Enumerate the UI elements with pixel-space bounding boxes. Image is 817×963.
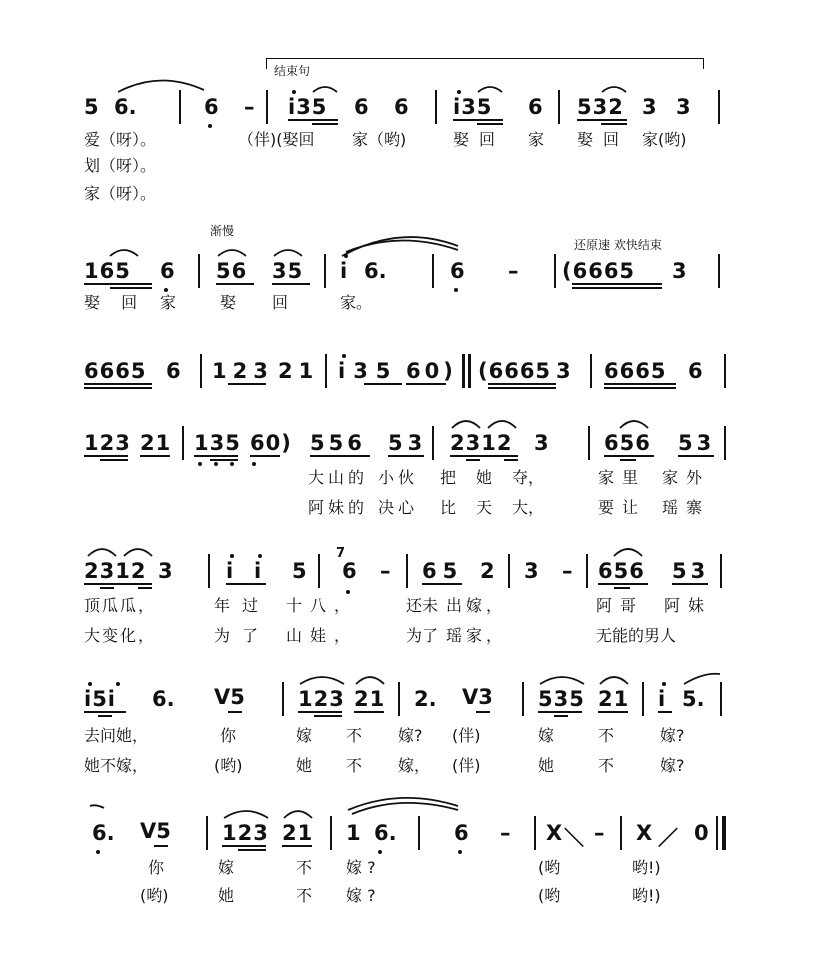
row1-note: 532 xyxy=(577,95,624,119)
tie-arc xyxy=(452,421,480,428)
tie-arc xyxy=(346,240,458,252)
row5-note: – xyxy=(380,559,391,583)
low-octave-dot xyxy=(230,462,234,466)
row7-note: X xyxy=(546,821,563,845)
gradually-slow-label: 渐慢 xyxy=(210,224,235,238)
low-octave-dot xyxy=(458,850,462,854)
grace-note: 7 xyxy=(336,546,346,561)
row6-lyric: 不 xyxy=(598,726,615,745)
row4-note: 123 xyxy=(84,431,131,455)
row4-note: 21 xyxy=(140,431,172,455)
tie-arc xyxy=(224,811,268,818)
row5-lyric-verse2: 山娃， xyxy=(286,626,359,645)
tie-arc xyxy=(478,87,502,92)
row6-lyric-verse2: 她不嫁， xyxy=(84,756,149,775)
tie-arc xyxy=(488,421,516,428)
row5-lyric: 年过 xyxy=(214,596,271,615)
row7-lyric: 不 xyxy=(296,858,313,877)
row1-note: 6. xyxy=(114,95,137,119)
row6-lyric: 嫁? xyxy=(660,726,685,745)
high-octave-dot xyxy=(342,354,346,358)
row5-note: 65 xyxy=(422,559,464,583)
row3-note: 3 xyxy=(556,359,571,383)
row7-note: 21 xyxy=(282,821,314,845)
row5-note: 2 xyxy=(480,559,495,583)
row1-note: 5 xyxy=(84,95,99,119)
row2-note: – xyxy=(508,259,519,283)
row6-lyric-verse2: 不 xyxy=(598,756,615,775)
row7-lyric-verse2: (哟 xyxy=(538,886,561,905)
resume-tempo-label: 还原速 欢快结束 xyxy=(574,238,662,252)
low-octave-dot xyxy=(164,288,168,292)
row1-lyric: （伴)(娶回 xyxy=(238,130,315,149)
row2-note: (6665 xyxy=(562,259,636,283)
row3-note: 123 xyxy=(212,359,274,383)
tie-arc xyxy=(540,677,584,684)
low-octave-dot xyxy=(252,462,256,466)
row6-note: 535 xyxy=(538,687,585,711)
row5-lyric-verse2: 大变化， xyxy=(84,626,157,645)
row2-note: 6 xyxy=(450,259,465,283)
row7-note: – xyxy=(594,821,605,845)
tie-arc xyxy=(356,677,384,684)
backslash-stroke: ＼ xyxy=(564,826,584,850)
row7-note: V5 xyxy=(140,819,171,843)
row4-lyric-verse2: 比 xyxy=(440,498,457,517)
row1-lyric: 娶回 xyxy=(453,130,506,149)
row1-note: 6 xyxy=(394,95,409,119)
row5-lyric: 阿哥 xyxy=(596,596,645,615)
low-octave-dot xyxy=(214,462,218,466)
row7-lyric-verse2: 哟!) xyxy=(632,886,661,905)
row5-note: 5 xyxy=(292,559,307,583)
row6-lyric-verse2: 嫁? xyxy=(660,756,685,775)
tie-arc xyxy=(352,803,458,814)
low-octave-dot xyxy=(208,124,212,128)
row1-note: 3 xyxy=(642,95,657,119)
row3-note: 60) xyxy=(406,359,457,383)
row3-note: 6665 xyxy=(604,359,667,383)
tie-arc xyxy=(348,798,458,810)
row7-lyric-verse2: 不 xyxy=(296,886,313,905)
row5-lyric-verse2: 无能的男人 xyxy=(596,626,677,645)
low-octave-dot xyxy=(378,850,382,854)
row7-lyric: 嫁 ? xyxy=(346,858,376,877)
row4-lyric: 把 xyxy=(440,468,457,487)
row5-note: i xyxy=(254,559,262,583)
row6-lyric: 不 xyxy=(346,726,363,745)
row1-note: 6 xyxy=(354,95,369,119)
row5-note: 2312 xyxy=(84,559,147,583)
row5-note: – xyxy=(562,559,573,583)
row5-note: 3 xyxy=(158,559,173,583)
row5-lyric-verse2: 为了 xyxy=(214,626,271,645)
row6-note: 5. xyxy=(682,687,705,711)
row6-note: 123 xyxy=(298,687,345,711)
row2-lyric: 回 xyxy=(272,293,289,312)
row4-lyric-verse2: 瑶寨 xyxy=(662,498,711,517)
row3-note: 6 xyxy=(688,359,703,383)
row2-note: 6. xyxy=(364,259,387,283)
row4-lyric: 小伙 xyxy=(378,468,419,487)
high-octave-dot xyxy=(258,554,262,558)
row4-note: 3 xyxy=(534,431,549,455)
row4-lyric: 家外 xyxy=(662,468,711,487)
row2-note: 165 xyxy=(84,259,131,283)
row5-lyric-verse2: 为了 xyxy=(406,626,439,645)
row4-lyric: 大山的 xyxy=(308,468,369,487)
row7-lyric-verse2: (哟) xyxy=(140,886,169,905)
row1-note: 3 xyxy=(676,95,691,119)
high-octave-dot xyxy=(662,682,666,686)
row4-note: 135 xyxy=(194,431,241,455)
row4-lyric-verse2: 天 xyxy=(476,498,493,517)
row5-lyric-verse2: 瑶家， xyxy=(446,626,507,645)
high-octave-dot xyxy=(457,90,461,94)
row2-lyric: 家。 xyxy=(340,293,373,312)
tie-arc xyxy=(600,677,628,684)
row6-note: i5i xyxy=(84,687,117,711)
row4-note: 556 xyxy=(310,431,366,455)
row1-lyric: 家（哟) xyxy=(352,130,407,149)
row2-note: 3 xyxy=(672,259,687,283)
row4-note: 53 xyxy=(678,431,716,455)
low-octave-dot xyxy=(96,850,100,854)
row6-lyric: 嫁 xyxy=(296,726,313,745)
high-octave-dot xyxy=(292,90,296,94)
row1-lyric: 家(哟) xyxy=(642,130,687,149)
row7-lyric: 嫁 xyxy=(218,858,235,877)
row7-note: X xyxy=(636,821,653,845)
row7-lyric: 你 xyxy=(148,858,165,877)
row5-lyric: 还未 xyxy=(406,596,439,615)
slash-stroke: ／ xyxy=(658,826,678,850)
row1-lyric: 爱（呀）。 xyxy=(84,130,157,149)
low-octave-dot xyxy=(454,288,458,292)
tie-arc xyxy=(118,80,204,92)
row2-note: 35 xyxy=(272,259,304,283)
row6-lyric: 你 xyxy=(220,726,237,745)
row1-note: i35 xyxy=(453,95,493,119)
tie-arc xyxy=(313,87,337,92)
row4-note: 60) xyxy=(250,431,292,455)
row7-note: 6. xyxy=(92,821,115,845)
row3-note: 6665 xyxy=(84,359,147,383)
row5-lyric: 阿妹 xyxy=(664,596,713,615)
tie-arc xyxy=(602,87,626,92)
row4-lyric-verse2: 要让 xyxy=(598,498,647,517)
row7-note: 0 xyxy=(694,821,709,845)
low-octave-dot xyxy=(198,462,202,466)
row1-note: 6 xyxy=(204,95,219,119)
tie-arc xyxy=(110,250,138,256)
row6-lyric: 去问她， xyxy=(84,726,149,745)
row1-note: i35 xyxy=(288,95,328,119)
row7-note: 1 xyxy=(346,821,361,845)
row7-note: 123 xyxy=(222,821,269,845)
row5-note: 53 xyxy=(672,559,710,583)
row5-note: 656 xyxy=(598,559,645,583)
tie-arc xyxy=(284,811,312,818)
row7-note: 6 xyxy=(454,821,469,845)
row1-lyric: 娶回 xyxy=(577,130,630,149)
row5-lyric: 出嫁， xyxy=(446,596,507,615)
row5-lyric: 十八， xyxy=(286,596,359,615)
tie-arc xyxy=(620,421,648,428)
row6-note: 21 xyxy=(598,687,630,711)
row7-note: 6. xyxy=(374,821,397,845)
row7-lyric: (哟 xyxy=(538,858,561,877)
row2-note: 6 xyxy=(160,259,175,283)
row6-lyric-verse2: (哟) xyxy=(214,756,243,775)
row1-note: – xyxy=(244,95,255,119)
row6-note: 2. xyxy=(414,687,437,711)
tie-arc xyxy=(684,674,720,684)
high-octave-dot xyxy=(344,254,348,258)
row4-lyric: 家里 xyxy=(598,468,647,487)
row2-note: i xyxy=(340,259,348,283)
row3-note: i35 xyxy=(338,359,399,383)
row6-lyric-verse2: (伴) xyxy=(452,756,481,775)
row7-lyric-verse2: 她 xyxy=(218,886,235,905)
row1-note: 6 xyxy=(528,95,543,119)
row6-note: 21 xyxy=(354,687,386,711)
row6-lyric-verse2: 她 xyxy=(538,756,555,775)
row5-note: i xyxy=(226,559,234,583)
row4-lyric-verse2: 大， xyxy=(512,498,545,517)
high-octave-dot xyxy=(116,682,120,686)
row7-lyric-verse2: 嫁 ? xyxy=(346,886,376,905)
tie-arc xyxy=(88,549,116,556)
row6-lyric-verse2: 嫁， xyxy=(398,756,431,775)
row6-lyric-verse2: 不 xyxy=(346,756,363,775)
ending-phrase-label: 结束句 xyxy=(274,64,311,78)
tie-arc xyxy=(614,549,642,556)
row4-note: 656 xyxy=(604,431,651,455)
row4-note: 2312 xyxy=(450,431,513,455)
row4-lyric: 她 xyxy=(476,468,493,487)
row7-note: – xyxy=(500,821,511,845)
row2-lyric: 家 xyxy=(160,293,177,312)
high-octave-dot xyxy=(88,682,92,686)
tie-arc xyxy=(124,549,152,556)
row1-lyric-verse3: 家（呀）。 xyxy=(84,184,157,203)
row1-lyric-verse2: 划（呀）。 xyxy=(84,156,157,175)
row6-lyric: (伴) xyxy=(452,726,481,745)
row5-note: 3 xyxy=(524,559,539,583)
row4-lyric: 夺， xyxy=(512,468,545,487)
row6-note: i xyxy=(658,687,666,711)
tie-arc xyxy=(218,250,246,256)
tie-arc xyxy=(274,250,302,256)
row4-lyric-verse2: 阿妹的 xyxy=(308,498,369,517)
row2-lyric: 娶 回 xyxy=(84,293,146,312)
row2-lyric: 娶 xyxy=(220,293,237,312)
row6-lyric: 嫁 xyxy=(538,726,555,745)
row6-lyric: 嫁? xyxy=(398,726,423,745)
row3-note: 6 xyxy=(166,359,181,383)
row3-note: (6665 xyxy=(478,359,552,383)
row4-lyric-verse2: 决心 xyxy=(378,498,419,517)
row2-note: 56 xyxy=(216,259,248,283)
tie-arc xyxy=(300,677,344,684)
row7-lyric: 哟!) xyxy=(632,858,661,877)
high-octave-dot xyxy=(230,554,234,558)
row3-note: 21 xyxy=(278,359,320,383)
row6-note: V5 xyxy=(214,685,245,709)
row5-lyric: 顶瓜瓜， xyxy=(84,596,157,615)
row4-note: 53 xyxy=(388,431,428,455)
row6-note: 6. xyxy=(152,687,175,711)
low-octave-dot xyxy=(346,590,350,594)
row1-lyric: 家 xyxy=(528,130,545,149)
tie-arc xyxy=(90,805,104,808)
row6-note: V3 xyxy=(462,685,493,709)
row5-note: 6 xyxy=(342,559,357,583)
row6-lyric-verse2: 她 xyxy=(296,756,313,775)
